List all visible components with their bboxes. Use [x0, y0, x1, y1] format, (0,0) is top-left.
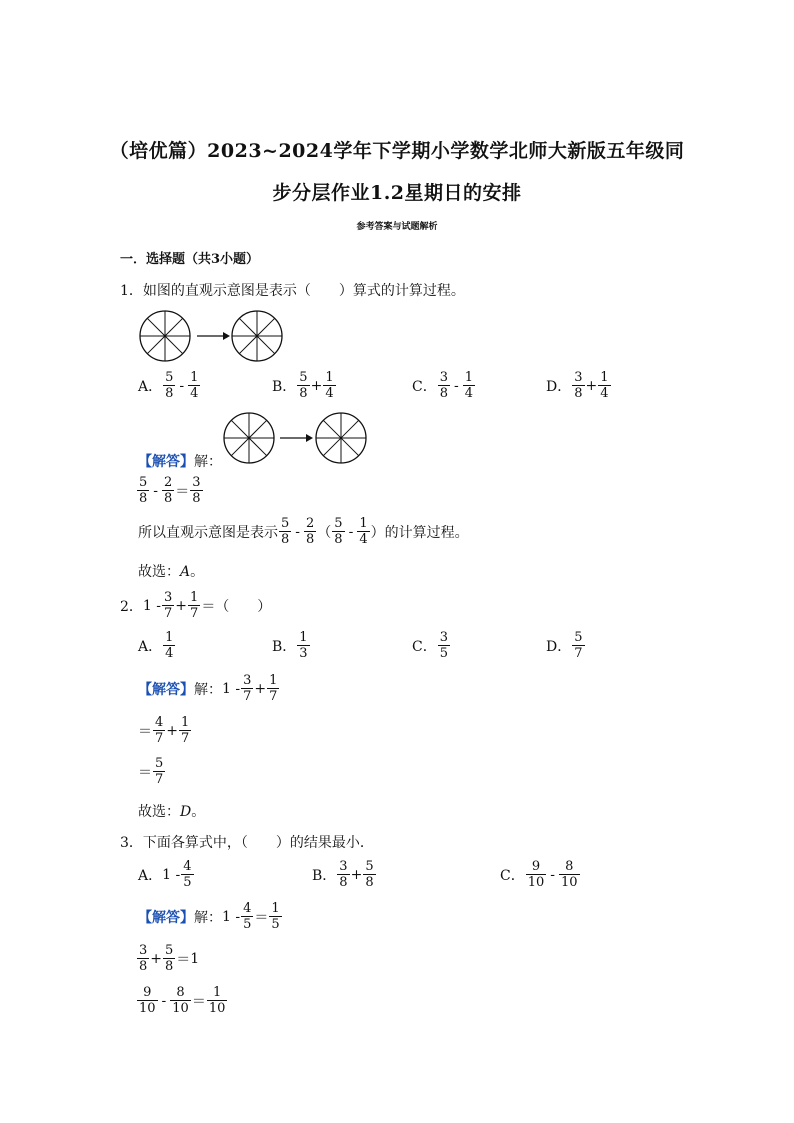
fraction: $\frac{1}{4}$ — [325, 370, 334, 401]
fraction: $\frac{5}{8}$ — [299, 370, 308, 401]
expr-text: 1 - — [222, 908, 241, 925]
pie-five-eighths — [140, 311, 190, 361]
equals: ＝ — [176, 951, 191, 968]
q1-option-a — [138, 370, 201, 401]
result: 1 — [190, 950, 200, 967]
q2-option-b — [272, 630, 311, 661]
fraction: $\frac{5}{8}$ — [281, 516, 290, 547]
fraction: $\frac{1}{4}$ — [165, 630, 174, 661]
equals: ＝ — [191, 993, 206, 1010]
conclusion-text: 的计算过程。 — [384, 524, 469, 541]
fraction: $\frac{4}{5}$ — [183, 859, 192, 890]
q1-stem-text: 如图的直观示意图是表示（ ）算式的计算过程。 — [142, 283, 465, 299]
fraction: $\frac{3}{8}$ — [139, 943, 148, 974]
fraction: $\frac{1}{7}$ — [269, 673, 278, 704]
answer-tag: 【解答】 — [138, 681, 194, 698]
operator: + — [585, 377, 598, 394]
pie-five-eighths — [224, 413, 274, 463]
q3-solution-line3 — [136, 985, 228, 1016]
stem-text: 1 - — [142, 597, 162, 614]
fraction: $\frac{5}{8}$ — [365, 859, 374, 890]
operator: - — [550, 866, 555, 883]
q2-solution-line3 — [138, 756, 166, 787]
q2-solution-line2 — [138, 715, 192, 746]
answer-tag: 【解答】 — [138, 454, 194, 470]
operator: - — [454, 377, 459, 394]
fraction: $\frac{5}{7}$ — [155, 756, 164, 787]
fraction: $\frac{1}{10}$ — [208, 985, 226, 1016]
fraction: $\frac{2}{8}$ — [306, 516, 315, 547]
fraction: $\frac{1}{3}$ — [299, 630, 308, 661]
jie-label: 解： — [194, 454, 222, 470]
fraction: $\frac{3}{8}$ — [339, 859, 348, 890]
choice-letter: A — [180, 564, 191, 580]
choice-letter: D — [180, 804, 192, 820]
fraction: $\frac{5}{8}$ — [139, 475, 148, 506]
choice-label: 故选： — [138, 564, 180, 580]
fraction: $\frac{4}{5}$ — [243, 901, 252, 932]
fraction: $\frac{3}{5}$ — [439, 630, 448, 661]
fraction: $\frac{3}{7}$ — [243, 673, 252, 704]
answer-tag: 【解答】 — [138, 909, 194, 926]
fraction: $\frac{5}{7}$ — [574, 630, 583, 661]
fraction: $\frac{5}{8}$ — [334, 516, 343, 547]
subtitle: 参考答案与试题解析 — [356, 222, 438, 232]
option-label: C． — [412, 378, 437, 395]
fraction: $\frac{3}{8}$ — [574, 370, 583, 401]
jie-label: 解： — [194, 909, 222, 926]
operator: + — [166, 722, 179, 739]
operator: + — [175, 597, 188, 614]
paren: （ — [317, 524, 332, 541]
fraction: $\frac{4}{7}$ — [155, 715, 164, 746]
fraction: $\frac{1}{7}$ — [181, 715, 190, 746]
stem-text: 下面各算式中，（ ）的结果最小． — [142, 835, 374, 851]
equals: ＝ — [138, 723, 152, 740]
q2-stem — [120, 590, 271, 621]
equals: ＝ — [254, 909, 269, 926]
q1-number: 1． — [120, 283, 143, 299]
fraction: $\frac{8}{10}$ — [172, 985, 189, 1016]
q1-stem — [120, 280, 465, 300]
q3-option-c — [500, 859, 581, 890]
fraction: $\frac{3}{8}$ — [192, 475, 201, 506]
q1-conclusion — [138, 516, 469, 547]
q3-solution-line1 — [138, 901, 283, 932]
q1-figure-top — [135, 305, 285, 367]
fraction: $\frac{1}{5}$ — [271, 901, 280, 932]
option-label: C． — [412, 638, 437, 655]
conclusion-text: 所以直观示意图是表示 — [138, 524, 278, 541]
q1-choice: 故选：A。 — [138, 564, 205, 580]
q2-option-d — [546, 630, 586, 661]
arrow-icon — [197, 332, 230, 340]
pie-eighths — [232, 311, 282, 361]
option-label: A． — [138, 638, 163, 655]
fraction: $\frac{9}{10}$ — [527, 859, 545, 890]
expr-text: 1 - — [162, 866, 181, 883]
q3-option-b — [312, 859, 377, 890]
fraction: $\frac{5}{8}$ — [165, 370, 174, 401]
option-label: D． — [546, 378, 572, 395]
title-line-2: 步分层作业1.2星期日的安排 — [272, 182, 522, 204]
option-label: D． — [546, 638, 572, 655]
q3-number: 3． — [120, 835, 143, 851]
q2-choice: 故选：D。 — [138, 804, 206, 820]
equals: ＝ — [175, 483, 190, 500]
q2-number: 2． — [120, 598, 143, 615]
fraction: $\frac{1}{4}$ — [190, 370, 199, 401]
fraction: $\frac{1}{4}$ — [359, 516, 368, 547]
q2-solution-line1 — [138, 673, 280, 704]
option-label: C． — [500, 867, 525, 884]
q1-option-d — [546, 370, 612, 401]
q1-step — [136, 475, 204, 506]
stem-text: ＝（ ） — [201, 598, 272, 615]
fraction: $\frac{3}{7}$ — [164, 590, 173, 621]
arrow-icon — [280, 434, 313, 442]
option-label: A． — [138, 378, 163, 395]
operator: + — [310, 377, 323, 394]
operator: + — [254, 680, 267, 697]
section-heading: 一．选择题（共3小题） — [120, 252, 260, 267]
q2-option-a — [138, 630, 176, 661]
fraction: $\frac{8}{10}$ — [561, 859, 578, 890]
q2-option-c — [412, 630, 451, 661]
operator: - — [179, 377, 185, 394]
option-label: B． — [272, 378, 297, 395]
jie-label: 解： — [194, 681, 222, 698]
q1-option-c — [412, 370, 476, 401]
q1-answer-tag — [138, 451, 222, 471]
option-label: B． — [272, 638, 297, 655]
fraction: $\frac{1}{4}$ — [600, 370, 609, 401]
fraction: $\frac{5}{8}$ — [165, 943, 174, 974]
q1-option-b — [272, 370, 337, 401]
paren: ） — [370, 524, 385, 541]
q1-figure-solution — [218, 407, 370, 469]
title-line-1: （培优篇）2023~2024学年下学期小学数学北师大新版五年级同 — [109, 140, 685, 162]
expr-text: 1 - — [222, 680, 241, 697]
q3-option-a — [138, 859, 195, 890]
operator: - — [295, 523, 301, 540]
q3-stem — [120, 832, 374, 852]
pie-eighths — [316, 413, 366, 463]
choice-label: 故选： — [138, 804, 180, 820]
operator: + — [350, 866, 363, 883]
option-label: B． — [312, 867, 337, 884]
fraction: $\frac{3}{8}$ — [439, 370, 448, 401]
fraction: $\frac{2}{8}$ — [164, 475, 173, 506]
operator: + — [150, 950, 163, 967]
fraction: $\frac{1}{7}$ — [190, 590, 199, 621]
equals: ＝ — [138, 764, 152, 781]
option-label: A． — [138, 867, 163, 884]
fraction: $\frac{1}{4}$ — [464, 370, 474, 401]
operator: - — [153, 482, 159, 499]
q3-solution-line2 — [136, 943, 199, 974]
fraction: $\frac{9}{10}$ — [139, 985, 156, 1016]
operator: - — [348, 523, 354, 540]
operator: - — [161, 992, 167, 1009]
